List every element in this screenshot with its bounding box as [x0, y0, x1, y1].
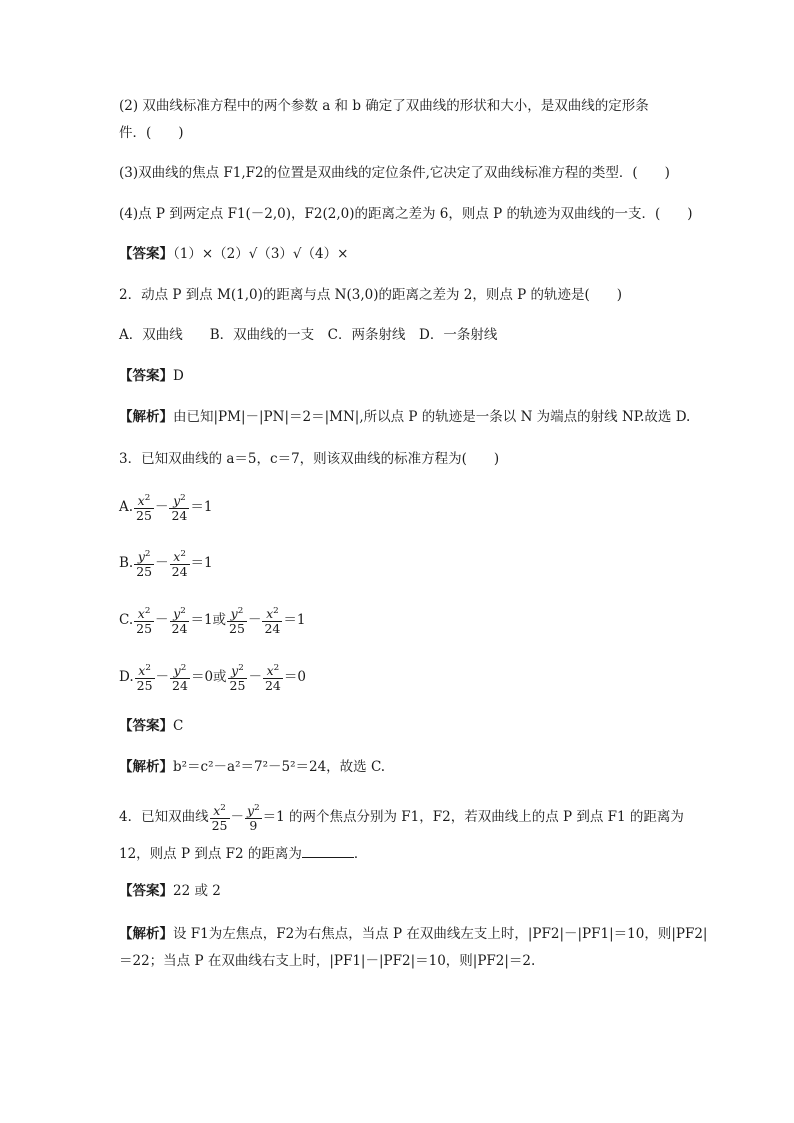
- answer-text: C: [173, 718, 184, 734]
- analysis-text: 设 F1为左焦点，F2为右焦点，当点 P 在双曲线左支上时，|PF2|－|PF1|＝10，则|PF2|: [173, 926, 708, 942]
- fraction: $\frac{x^2}{25}$: [136, 605, 153, 636]
- fraction: $\frac{y^2}{25}$: [229, 605, 245, 636]
- option-label: D.: [119, 669, 134, 685]
- answer-label: 【答案】: [119, 246, 173, 262]
- q4-analysis-line1: [119, 925, 707, 943]
- answer-label: 【答案】: [119, 368, 173, 384]
- fraction: $\frac{y^2}{24}$: [171, 492, 188, 523]
- q2-analysis: [119, 408, 690, 426]
- analysis-label: 【解析】: [119, 926, 173, 942]
- fraction: $\frac{x^2}{25}$: [211, 802, 228, 833]
- q4-stem-line2: 12，则点 P 到点 F2 的距离为 ．: [119, 843, 367, 863]
- q1-item3: (3)双曲线的焦点 F1,F2的位置是双曲线的定位条件,它决定了双曲线标准方程的类型．( ): [119, 165, 670, 181]
- q2-stem: 2．动点 P 到点 M(1,0)的距离与点 N(3,0)的距离之差为 2，则点 P 的轨迹是( ): [119, 287, 623, 303]
- analysis-text: b²＝c²－a²＝7²－5²＝24，故选 C.: [173, 759, 386, 775]
- q1-answer: [119, 245, 348, 263]
- q2-answer: [119, 367, 184, 385]
- fraction: $\frac{x^2}{24}$: [264, 605, 281, 636]
- fraction: $\frac{x^2}{24}$: [264, 662, 281, 693]
- q4-stem-line1: 4．已知双曲线 $\frac{x^2}{25}$ － $\frac{y^2}{9}$ ＝1 的两个焦点分别为 F1，F2，若双曲线上的点 P 到点 F1 的距离为: [119, 802, 684, 833]
- fraction: $\frac{x^2}{24}$: [171, 548, 188, 579]
- q1-item4: (4)点 P 到两定点 F1(－2,0)，F2(2,0)的距离之差为 6，则点 P 的轨迹为双曲线的一支．( ): [119, 206, 693, 222]
- answer-label: 【答案】: [119, 883, 173, 899]
- q3-answer: [119, 717, 183, 735]
- fraction: $\frac{x^2}{25}$: [136, 492, 152, 523]
- answer-text: 22 或 2: [173, 883, 221, 899]
- q1-item2-line1: (2) 双曲线标准方程中的两个参数 a 和 b 确定了双曲线的形状和大小，是双曲线的定形条: [119, 98, 649, 114]
- fraction: $\frac{y^2}{9}$: [247, 802, 260, 833]
- q2-options: A．双曲线 B．双曲线的一支 C．两条射线 D．一条射线: [119, 327, 498, 343]
- q3-analysis: [119, 758, 385, 776]
- q3-option-d: D. $\frac{x^2}{25}$ － $\frac{y^2}{24}$ ＝0 或 $\frac{y^2}{25}$ － $\frac{x^2}{24}$ ＝0: [119, 662, 306, 693]
- analysis-label: 【解析】: [119, 759, 173, 775]
- answer-blank[interactable]: [302, 843, 354, 858]
- option-label: B.: [119, 555, 134, 571]
- fraction: $\frac{y^2}{25}$: [229, 662, 246, 693]
- answer-label: 【答案】: [119, 718, 173, 734]
- q4-answer: [119, 882, 221, 900]
- fraction: $\frac{y^2}{25}$: [136, 548, 153, 579]
- answer-text: （1）×（2）√（3）√（4）×: [173, 246, 349, 262]
- q4-analysis-line2: ＝22；当点 P 在双曲线右支上时，|PF1|－|PF2|＝10，则|PF2|＝2.: [119, 953, 536, 969]
- option-label: C.: [119, 612, 134, 628]
- fraction: $\frac{y^2}{24}$: [171, 605, 188, 636]
- q3-option-c: C. $\frac{x^2}{25}$ － $\frac{y^2}{24}$ ＝1 或 $\frac{y^2}{25}$ － $\frac{x^2}{24}$ ＝1: [119, 605, 306, 636]
- analysis-text: 由已知|PM|－|PN|＝2＝|MN|,所以点 P 的轨迹是一条以 N 为端点的射线 NP.故选 D.: [173, 409, 691, 425]
- fraction: $\frac{x^2}{25}$: [136, 662, 153, 693]
- analysis-label: 【解析】: [119, 409, 173, 425]
- q3-option-b: B. $\frac{y^2}{25}$ － $\frac{x^2}{24}$ ＝1: [119, 548, 213, 579]
- fraction: $\frac{y^2}{24}$: [172, 662, 188, 693]
- q1-item2-line2: 件．( ): [119, 125, 184, 141]
- answer-text: D: [173, 368, 184, 384]
- q3-option-a: A. $\frac{x^2}{25}$ － $\frac{y^2}{24}$ ＝1: [119, 492, 213, 523]
- q3-stem: 3．已知双曲线的 a＝5，c＝7，则该双曲线的标准方程为( ): [119, 451, 500, 467]
- option-label: A.: [119, 499, 134, 515]
